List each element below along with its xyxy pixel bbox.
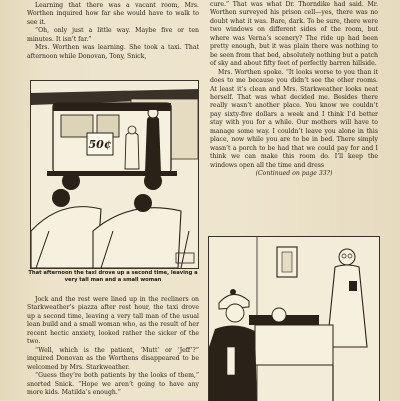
left-column-bottom-text [27, 296, 199, 397]
illustration-caption: That afternoon the taxi drove up a second time, leaving a very tall man and a small woman [28, 270, 198, 284]
continued-note: (Continued on page 33?) [255, 170, 333, 178]
paragraph: cure.” That was what Dr. Thorndike had said. Mr. Worthen surveyed his prison cell—yes, there was no doubt what it was. Bare, dark. To be sure, there were two windows on different sides of the room, but where was Verna’s scenery? The ride up had been pretty enough, but it was plain there was nothing to be seen from that bed, absolutely nothing but a patch of sky and about fifty feet of perfectly barren hillside. [210, 1, 378, 68]
taxi-sign-text: 50¢ [88, 138, 112, 151]
paragraph: Mrs. Worthen was learning. She took a taxi. That afternoon while Donovan, Tony, Snick, [27, 44, 199, 60]
right-column-text [210, 1, 378, 179]
taxi-illustration [30, 80, 199, 269]
sickroom-illustration [208, 236, 380, 401]
taxi-drawing [31, 81, 198, 268]
paragraph: Learning that there was a vacant room, Mrs. Worthen inquired how far she would have to walk to see it. [27, 2, 199, 26]
paragraph: Mrs. Worthen spoke. “It looks worse to you than it does to me because you didn’t see the other rooms. At least it’s clean and Mrs. Starkweather looks neat herself. That was what decided me. Besides there really wasn’t another place. You know we couldn’t pay sixty-five dollars a week and I think I’d better stay with you for a while. Our mothers will have to manage some way. I couldn’t leave you alone in this place, now while you are to be in bed. There simply wasn’t a porch to be had that we could pay for and I think we can make this room do. I’ll keep the windows open all the time and dress [210, 68, 378, 169]
left-column-top-text [27, 2, 199, 61]
paragraph: “Oh, only just a little way. Maybe five or ten minutes. It isn’t far.” [27, 27, 199, 43]
paragraph: “Well, which is the patient, ‘Mutt’ or ‘Jeff’?” inquired Donovan as the Worthens disappeared to be welcomed by Mrs. Starkweather. [27, 346, 199, 371]
sickroom-drawing [209, 237, 379, 401]
paragraph: Jock and the rest were lined up in the recliners on Starkweather’s piazza after rest hour, the taxi drove up a second time, leaving a very tall man of the usual lean build and a small woman who, as the result of her recent hectic anxiety, looked rather the sicker of the two. [27, 296, 199, 346]
paragraph: “Guess they’re both patients by the looks of them,” snorted Snick. “Hope we aren’t going to have any more kids. Matilda’s enough.” [27, 372, 199, 396]
